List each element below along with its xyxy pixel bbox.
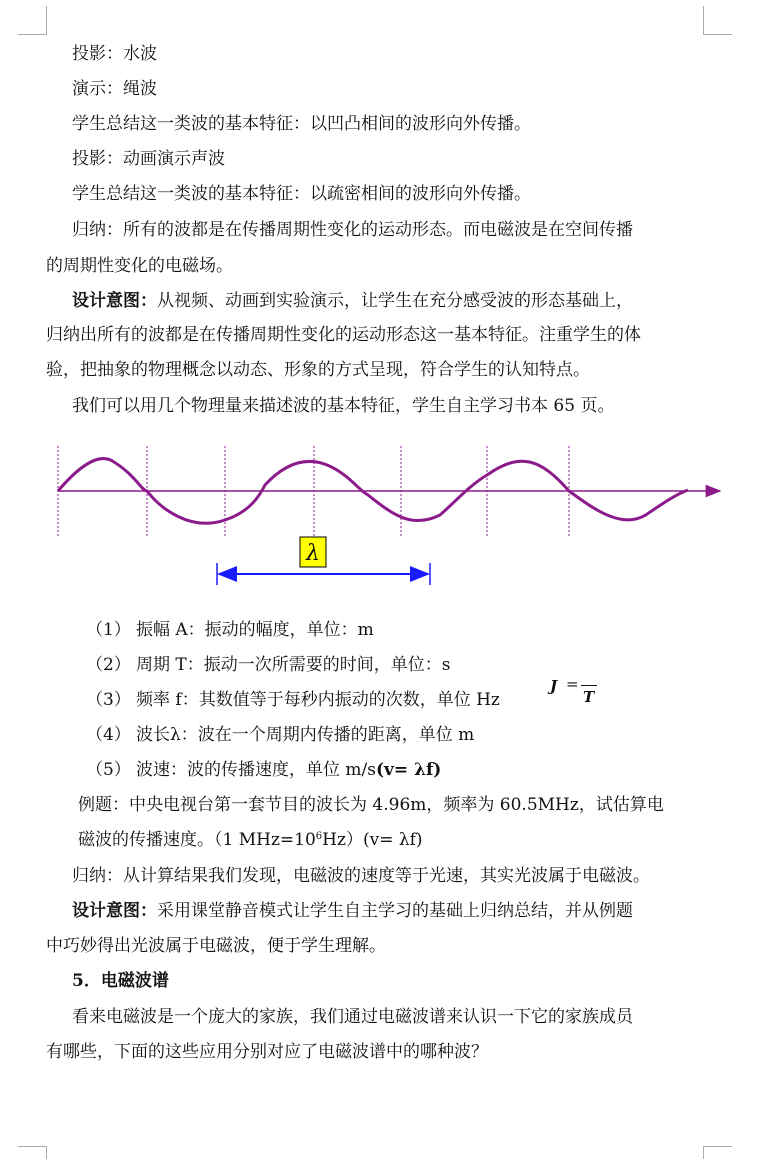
lambda-label: λ [306, 541, 320, 566]
list-item [86, 655, 450, 675]
design-intent-2-line-b: 中巧妙得出光波属于电磁波，便于学生理解。 [46, 936, 386, 956]
item-number: （4） [86, 725, 131, 745]
design-intent-text: 从视频、动画到实验演示，让学生在充分感受波的形态基础上， [157, 291, 633, 311]
design-intent-text: 采用课堂静音模式让学生自主学习的基础上归纳总结，并从例题 [157, 901, 633, 921]
item-text: 振幅 A：振动的幅度，单位：m [136, 620, 374, 640]
text-line-summary-1: 学生总结这一类波的基本特征：以凹凸相间的波形向外传播。 [72, 114, 531, 134]
text-line-summary-2: 学生总结这一类波的基本特征：以疏密相间的波形向外传播。 [72, 184, 531, 204]
design-intent-2 [72, 901, 633, 921]
item-number: （5） [86, 760, 131, 780]
formula-equals: = [566, 675, 579, 693]
fraction-bar [581, 685, 597, 686]
item-number: （3） [86, 690, 131, 710]
design-intent-1-line-b: 归纳出所有的波都是在传播周期性变化的运动形态这一基本特征。注重学生的体 [46, 325, 641, 345]
text-line-quantities: 我们可以用几个物理量来描述波的基本特征，学生自主学习书本 65 页。 [72, 396, 615, 416]
text-line-summary-3: 归纳：从计算结果我们发现，电磁波的速度等于光速，其实光波属于电磁波。 [72, 866, 650, 886]
design-intent-label: 设计意图： [72, 291, 157, 311]
paragraph-line-a: 看来电磁波是一个庞大的家族，我们通过电磁波谱来认识一下它的家族成员 [72, 1007, 633, 1027]
text-line-conclusion-b: 的周期性变化的电磁场。 [46, 256, 233, 276]
item-text: 频率 f：其数值等于每秒内振动的次数，单位 Hz [136, 690, 500, 710]
list-item [86, 760, 441, 780]
formula-t: T [583, 688, 595, 706]
item-text: 周期 T：振动一次所需要的时间，单位：s [136, 655, 451, 675]
corner-mark-top-right [703, 6, 732, 35]
design-intent-label: 设计意图： [72, 901, 157, 921]
text-line-rope-wave: 演示：绳波 [72, 79, 157, 99]
text-line-sound-wave: 投影：动画演示声波 [72, 149, 225, 169]
formula-j: J [550, 677, 558, 695]
corner-mark-bottom-right [703, 1146, 732, 1159]
text-line-conclusion-a: 归纳：所有的波都是在传播周期性变化的运动形态。而电磁波是在空间传播 [72, 220, 633, 240]
frequency-period-formula [550, 673, 610, 713]
wave-speed-formula: (v= λf) [375, 760, 442, 780]
example-line-b [78, 830, 423, 850]
section-heading: 5．电磁波谱 [72, 971, 169, 991]
wave-diagram [50, 440, 730, 600]
text-line-water-wave: 投影：水波 [72, 44, 157, 64]
paragraph-line-b: 有哪些，下面的这些应用分别对应了电磁波谱中的哪种波？ [46, 1042, 488, 1062]
superscript: 6 [315, 831, 323, 842]
list-item [86, 620, 374, 640]
example-text: 磁波的传播速度。（1 MHz=10 [78, 830, 316, 850]
design-intent-1 [72, 291, 633, 311]
item-number: （2） [86, 655, 131, 675]
item-text: 波长λ：波在一个周期内传播的距离，单位 m [136, 725, 475, 745]
example-line-a: 例题：中央电视台第一套节目的波长为 4.96m，频率为 60.5MHz，试估算电 [78, 795, 664, 815]
list-item [86, 690, 500, 710]
corner-mark-top-left [18, 6, 47, 35]
example-text-end: Hz）(v= λf) [322, 830, 423, 850]
item-text: 波速：波的传播速度，单位 m/s [136, 760, 376, 780]
corner-mark-bottom-left [18, 1146, 47, 1159]
list-item [86, 725, 474, 745]
item-number: （1） [86, 620, 131, 640]
design-intent-1-line-c: 验，把抽象的物理概念以动态、形象的方式呈现，符合学生的认知特点。 [46, 360, 590, 380]
